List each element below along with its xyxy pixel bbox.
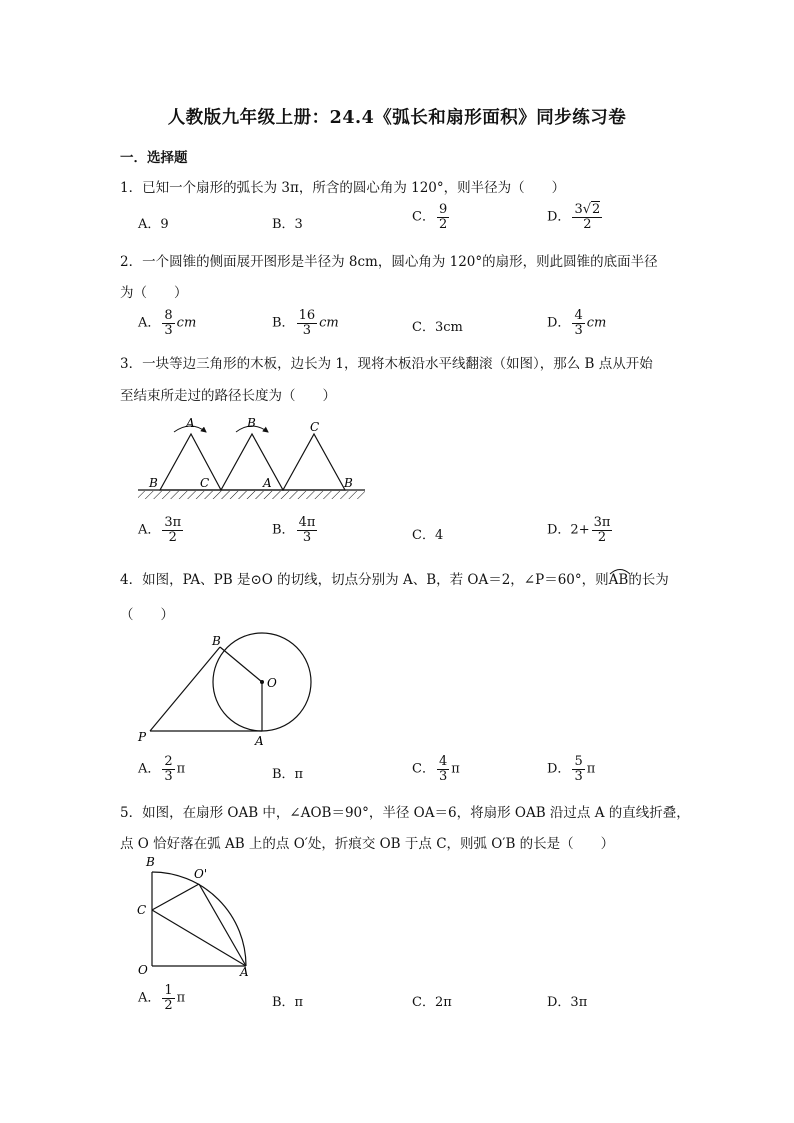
label-c-top: C [310, 420, 320, 434]
q2-option-a [138, 309, 196, 337]
numerator: 4 [574, 308, 583, 323]
unit: cm [176, 315, 197, 331]
pi-unit: π [176, 761, 186, 777]
label-a-bottom: A [263, 476, 272, 490]
q1-option-a: A．9 [138, 217, 169, 232]
q5-option-c: C．2π [412, 995, 452, 1010]
q3-option-a-prefix: A． [138, 522, 161, 538]
q2-option-a-prefix: A． [138, 315, 161, 331]
q5-stem-line1: 5．如图，在扇形 OAB 中，∠AOB＝90°，半径 OA＝6，将扇形 OAB 沿过点 A 的直线折叠， [120, 805, 690, 821]
q4-option-a-fraction [162, 755, 174, 783]
q2-option-a-fraction [162, 309, 174, 337]
numerator: 4 [438, 754, 448, 769]
pi-unit: π [586, 761, 596, 777]
q3-option-d-fraction [592, 516, 613, 544]
label-a-top: A [186, 416, 195, 430]
q2-stem-line2: 为（ ） [120, 285, 188, 301]
label-b-right: B [344, 476, 353, 490]
denominator: 2 [583, 216, 592, 232]
q3-option-d [547, 516, 614, 544]
q4-option-a [138, 755, 185, 783]
label-o: O [138, 963, 148, 977]
numerator: 8 [164, 308, 173, 323]
q3-stem-line1: 3．一块等边三角形的木板，边长为 1，现将木板沿水平线翻滚（如图），那么 B 点从开始 [120, 356, 653, 372]
label-a: A [240, 965, 249, 979]
denominator: 3 [164, 322, 173, 338]
denominator: 3 [438, 768, 448, 784]
q2-option-c: C．3cm [412, 320, 463, 335]
q3-option-a-fraction [162, 516, 183, 544]
q1-option-c-prefix: C． [412, 209, 435, 225]
q4-option-d [547, 755, 595, 783]
segment-o-prime-a [199, 884, 246, 966]
q4-option-c-prefix: C． [412, 761, 435, 777]
triangle-1 [160, 434, 221, 490]
q3-option-b-fraction [297, 516, 318, 544]
numerator: 4π [298, 515, 316, 530]
q4-option-c-fraction [437, 755, 449, 783]
label-p: P [138, 730, 147, 744]
q3-option-b [272, 516, 319, 544]
fold-line-ca [152, 910, 246, 966]
numerator: 16 [298, 308, 316, 323]
triangle-2 [221, 434, 283, 490]
unit: cm [319, 315, 339, 331]
numerator: 1 [164, 983, 173, 998]
q4-option-d-prefix: D． [547, 761, 571, 777]
q1-option-c [412, 203, 451, 231]
radius-ob [220, 647, 262, 682]
q2-option-d-fraction [572, 309, 584, 337]
q3-option-a [138, 516, 185, 544]
center-point [260, 680, 264, 684]
q2-option-d [547, 309, 606, 337]
coefficient: 3 [574, 202, 583, 217]
q1-option-c-fraction [437, 203, 449, 231]
q5-option-b: B．π [272, 995, 304, 1010]
sqrt-symbol: √ [582, 202, 592, 217]
arc-ab [609, 572, 629, 588]
denominator: 3 [302, 529, 312, 545]
label-b-left: B [149, 476, 158, 490]
q4-stem-text-a: 4．如图，PA、PB 是⊙O 的切线，切点分别为 A、B，若 OA＝2，∠P＝60°，则 [120, 572, 609, 588]
folded-sector-figure [132, 852, 262, 982]
numerator: 9 [438, 202, 448, 217]
label-o-prime: O' [194, 867, 208, 881]
q3-option-d-prefix: D．2+ [547, 522, 590, 538]
numerator: 5 [574, 754, 583, 769]
q4-option-c [412, 755, 460, 783]
rolling-triangles-figure [130, 412, 370, 508]
label-b: B [212, 634, 221, 648]
q3-option-c: C．4 [412, 528, 444, 543]
q1-stem: 1．已知一个扇形的弧长为 3π，所含的圆心角为 120°，则半径为（ ） [120, 180, 566, 196]
label-o: O [267, 676, 277, 690]
label-c-bottom: C [200, 476, 210, 490]
denominator: 2 [597, 529, 607, 545]
q4-stem-line2: （ ） [120, 607, 174, 623]
q4-option-b: B．π [272, 767, 304, 782]
denominator: 2 [164, 997, 173, 1013]
q2-option-b-prefix: B． [272, 315, 295, 331]
pi-unit: π [451, 761, 460, 777]
arc-label: AB [608, 572, 629, 588]
q3-option-b-prefix: B． [272, 522, 295, 538]
tangent-circle-figure [128, 628, 328, 750]
pi-unit: π [176, 990, 186, 1006]
denominator: 3 [164, 768, 173, 784]
q4-stem-line1 [120, 568, 669, 588]
numerator: 3π [164, 515, 182, 530]
q3-stem-line2: 至结束所走过的路径长度为（ ） [120, 388, 336, 404]
q4-option-d-fraction [572, 755, 584, 783]
q2-option-b-fraction [297, 309, 318, 337]
page-title: 人教版九年级上册：24.4《弧长和扇形面积》同步练习卷 [167, 108, 627, 128]
segment-co-prime [152, 884, 199, 910]
label-b: B [146, 855, 155, 869]
radicand: 2 [592, 202, 601, 217]
tangent-pb [150, 647, 220, 731]
denominator: 2 [438, 216, 448, 232]
q1-option-d-prefix: D． [547, 209, 571, 225]
numerator [572, 203, 602, 218]
q5-option-d: D．3π [547, 995, 588, 1010]
label-b-top: B [247, 416, 256, 430]
q5-option-a [138, 984, 185, 1012]
section-heading: 一．选择题 [120, 150, 188, 166]
ground-hatch [138, 491, 365, 499]
q1-option-b: B．3 [272, 217, 303, 232]
numerator: 2 [164, 754, 173, 769]
q2-option-d-prefix: D． [547, 315, 571, 331]
label-c: C [137, 903, 147, 917]
q5-option-a-fraction [162, 984, 174, 1012]
q4-option-a-prefix: A． [138, 761, 161, 777]
label-a: A [255, 734, 264, 748]
arc-symbol-icon [609, 567, 631, 575]
q4-stem-text-b: 的长为 [628, 572, 669, 588]
q1-option-d-fraction [572, 203, 602, 231]
q2-stem-line1: 2．一个圆锥的侧面展开图形是半径为 8cm，圆心角为 120°的扇形，则此圆锥的底面半径 [120, 254, 658, 270]
numerator: 3π [593, 515, 611, 530]
triangle-3 [283, 434, 345, 490]
denominator: 3 [574, 322, 583, 338]
unit: cm [586, 315, 607, 331]
q5-stem-line2: 点 O 恰好落在弧 AB 上的点 O′处，折痕交 OB 于点 C，则弧 O′B 的长是（ ） [120, 836, 615, 852]
q1-option-d [547, 203, 604, 231]
denominator: 3 [574, 768, 583, 784]
denominator: 3 [302, 322, 311, 338]
q2-option-b [272, 309, 339, 337]
q5-option-a-prefix: A． [138, 990, 161, 1006]
denominator: 2 [168, 529, 177, 545]
